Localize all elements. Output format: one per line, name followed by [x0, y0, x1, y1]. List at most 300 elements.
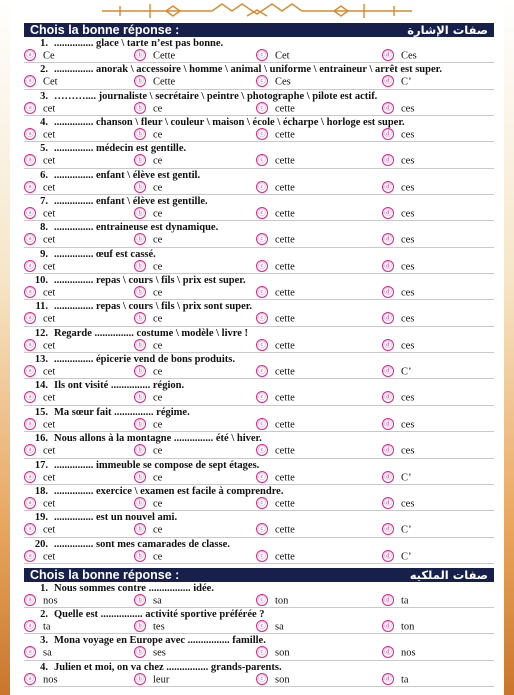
question-list — [24, 37, 494, 564]
answer-option[interactable] — [256, 313, 295, 325]
answer-option[interactable] — [134, 498, 162, 510]
answer-option[interactable] — [256, 551, 295, 563]
option-label: cet — [43, 392, 56, 404]
answer-option[interactable] — [256, 366, 295, 378]
option-letter-icon: ⓐ — [24, 497, 36, 509]
option-letter-icon: ⓐ — [24, 154, 36, 166]
option-letter-icon: ⓒ — [256, 646, 268, 658]
answer-options — [24, 419, 494, 431]
option-letter-icon: ⓐ — [24, 339, 36, 351]
answer-option[interactable] — [24, 647, 52, 659]
question-number: 7. — [40, 196, 48, 208]
answer-option[interactable] — [134, 551, 162, 563]
option-label: ce — [153, 498, 163, 510]
question-text: ............... immeuble se compose de sept étages. — [54, 459, 260, 471]
option-letter-icon: ⓓ — [382, 391, 394, 403]
question-item — [24, 142, 494, 168]
answer-option[interactable] — [256, 524, 295, 536]
answer-options — [24, 103, 494, 115]
option-label: cet — [43, 471, 56, 483]
option-label: cette — [275, 340, 295, 352]
option-label: cette — [275, 471, 295, 483]
answer-option[interactable] — [134, 287, 162, 299]
option-letter-icon: ⓐ — [24, 594, 36, 606]
option-label: cet — [43, 155, 56, 167]
option-label: cet — [43, 234, 56, 246]
answer-option[interactable] — [134, 261, 162, 273]
option-letter-icon: ⓒ — [256, 523, 268, 535]
option-letter-icon: ⓓ — [382, 260, 394, 272]
option-letter-icon: ⓑ — [134, 207, 146, 219]
option-letter-icon: ⓒ — [256, 260, 268, 272]
question-number: 19. — [34, 512, 48, 524]
question-text: Nous allons à la montagne ............... été \ hiver. — [54, 433, 262, 445]
question-text: Mona voyage en Europe avec ................ famille. — [54, 635, 266, 647]
question-text: ............... enfant \ élève est gentil. — [54, 169, 201, 181]
option-label: ce — [153, 550, 163, 562]
option-label: sa — [275, 621, 284, 633]
answer-option[interactable] — [256, 103, 295, 115]
option-label: cette — [275, 155, 295, 167]
option-letter-icon: ⓐ — [24, 128, 36, 140]
option-letter-icon: ⓒ — [256, 673, 268, 685]
option-label: ces — [401, 129, 415, 141]
answer-option[interactable] — [24, 50, 55, 62]
answer-option[interactable] — [24, 472, 55, 484]
question-line — [24, 582, 494, 595]
question-item — [24, 379, 494, 405]
option-label: cette — [275, 498, 295, 510]
question-text: Ils ont visité ............... région. — [54, 380, 185, 392]
option-letter-icon: ⓐ — [24, 181, 36, 193]
option-letter-icon: ⓓ — [382, 444, 394, 456]
answer-options — [24, 647, 494, 659]
answer-option[interactable] — [256, 129, 295, 141]
option-label: ta — [401, 673, 409, 685]
question-number: 18. — [34, 485, 48, 497]
option-letter-icon: ⓐ — [24, 646, 36, 658]
answer-option[interactable] — [134, 182, 162, 194]
option-label: ta — [43, 621, 51, 633]
answer-option[interactable] — [256, 50, 290, 62]
answer-option[interactable] — [134, 674, 169, 686]
option-letter-icon: ⓒ — [256, 594, 268, 606]
answer-option[interactable] — [382, 419, 414, 431]
answer-option[interactable] — [134, 313, 162, 325]
option-letter-icon: ⓓ — [382, 181, 394, 193]
answer-option[interactable] — [134, 472, 162, 484]
option-label: cette — [275, 182, 295, 194]
answer-option[interactable] — [24, 76, 58, 88]
option-label: tes — [153, 621, 165, 633]
answer-option[interactable] — [134, 155, 162, 167]
question-text: Ma sœur fait ............... régime. — [54, 406, 190, 418]
answer-option[interactable] — [24, 524, 55, 536]
option-letter-icon: ⓑ — [134, 550, 146, 562]
answer-option[interactable] — [256, 445, 295, 457]
section-title: Chois la bonne réponse : — [30, 568, 180, 582]
answer-option[interactable] — [134, 76, 175, 88]
option-label: cet — [43, 103, 56, 115]
answer-option[interactable] — [382, 313, 414, 325]
answer-option[interactable] — [382, 50, 417, 62]
question-text: Regarde ............... costume \ modèle \ livre ! — [54, 327, 249, 339]
option-letter-icon: ⓒ — [256, 312, 268, 324]
option-label: cette — [275, 445, 295, 457]
question-number: 1. — [40, 38, 48, 49]
answer-option[interactable] — [134, 647, 166, 659]
option-letter-icon: ⓐ — [24, 49, 36, 61]
answer-option[interactable] — [256, 621, 284, 633]
option-letter-icon: ⓓ — [382, 418, 394, 430]
answer-options — [24, 50, 494, 62]
option-letter-icon: ⓑ — [134, 181, 146, 193]
option-letter-icon: ⓒ — [256, 471, 268, 483]
answer-option[interactable] — [24, 498, 55, 510]
question-number: 14. — [34, 380, 48, 392]
answer-option[interactable] — [134, 366, 162, 378]
option-label: cet — [43, 261, 56, 273]
answer-option[interactable] — [24, 287, 55, 299]
answer-option[interactable] — [24, 551, 55, 563]
question-item — [24, 300, 494, 326]
option-letter-icon: ⓑ — [134, 594, 146, 606]
answer-option[interactable] — [256, 155, 295, 167]
answer-option[interactable] — [382, 392, 414, 404]
answer-option[interactable] — [134, 392, 162, 404]
option-label: cette — [275, 392, 295, 404]
question-line — [24, 248, 494, 261]
question-text: ............... sont mes camarades de classe. — [54, 538, 230, 550]
answer-option[interactable] — [382, 647, 416, 659]
question-text: ............... enfant \ élève est gentille. — [54, 196, 208, 208]
answer-option[interactable] — [134, 234, 162, 246]
option-label: ce — [153, 471, 163, 483]
option-label: cette — [275, 103, 295, 115]
option-label: ce — [153, 392, 163, 404]
question-text: ............... exercice \ examen est facile à comprendre. — [54, 485, 284, 497]
answer-option[interactable] — [24, 182, 55, 194]
option-letter-icon: ⓒ — [256, 550, 268, 562]
answer-options — [24, 472, 494, 484]
answer-option[interactable] — [382, 287, 414, 299]
answer-option[interactable] — [256, 595, 288, 607]
option-letter-icon: ⓒ — [256, 418, 268, 430]
option-label: nos — [43, 595, 58, 607]
question-item — [24, 90, 494, 116]
answer-option[interactable] — [24, 129, 55, 141]
question-item — [24, 327, 494, 353]
answer-option[interactable] — [382, 674, 409, 686]
answer-options — [24, 287, 494, 299]
option-letter-icon: ⓐ — [24, 207, 36, 219]
option-letter-icon: ⓐ — [24, 102, 36, 114]
question-number: 4. — [40, 117, 48, 129]
option-letter-icon: ⓑ — [134, 128, 146, 140]
answer-option[interactable] — [382, 182, 414, 194]
option-letter-icon: ⓒ — [256, 339, 268, 351]
answer-options — [24, 208, 494, 220]
answer-option[interactable] — [24, 103, 55, 115]
question-line — [24, 538, 494, 551]
answer-option[interactable] — [256, 208, 295, 220]
option-letter-icon: ⓒ — [256, 365, 268, 377]
option-label: ce — [153, 234, 163, 246]
option-letter-icon: ⓓ — [382, 102, 394, 114]
option-letter-icon: ⓓ — [382, 620, 394, 632]
question-number: 3. — [40, 635, 48, 647]
question-text: ……….... journaliste \ secrétaire \ peintre \ photographe \ pilote est actif. — [54, 90, 378, 102]
option-letter-icon: ⓓ — [382, 128, 394, 140]
option-letter-icon: ⓓ — [382, 594, 394, 606]
question-line — [24, 406, 494, 419]
answer-option[interactable] — [134, 419, 162, 431]
answer-option[interactable] — [134, 208, 162, 220]
answer-option[interactable] — [382, 551, 412, 563]
option-label: C’ — [401, 524, 412, 536]
answer-option[interactable] — [256, 498, 295, 510]
answer-option[interactable] — [134, 103, 162, 115]
section-title-arabic: صفات الملكيه — [409, 568, 488, 582]
answer-option[interactable] — [382, 524, 412, 536]
answer-option[interactable] — [134, 524, 162, 536]
option-label: cet — [43, 208, 56, 220]
question-item — [24, 274, 494, 300]
option-letter-icon: ⓑ — [134, 49, 146, 61]
option-letter-icon: ⓒ — [256, 286, 268, 298]
answer-option[interactable] — [134, 445, 162, 457]
option-label: ces — [401, 313, 415, 325]
question-item — [24, 634, 494, 660]
option-letter-icon: ⓒ — [256, 620, 268, 632]
option-label: Cette — [153, 50, 176, 62]
option-label: nos — [401, 647, 416, 659]
answer-option[interactable] — [134, 50, 175, 62]
answer-option[interactable] — [24, 155, 55, 167]
option-label: cette — [275, 261, 295, 273]
option-label: ton — [275, 595, 289, 607]
option-letter-icon: ⓐ — [24, 365, 36, 377]
option-letter-icon: ⓐ — [24, 75, 36, 87]
answer-option[interactable] — [24, 674, 58, 686]
section-title-arabic: صفات الإشارة — [407, 23, 488, 37]
answer-option[interactable] — [24, 261, 55, 273]
option-letter-icon: ⓒ — [256, 233, 268, 245]
option-letter-icon: ⓐ — [24, 391, 36, 403]
right-decorative-border — [504, 0, 514, 695]
option-label: cet — [43, 366, 56, 378]
question-number: 9. — [40, 248, 48, 260]
option-letter-icon: ⓓ — [382, 550, 394, 562]
answer-option[interactable] — [24, 595, 58, 607]
answer-option[interactable] — [24, 445, 55, 457]
option-letter-icon: ⓓ — [382, 339, 394, 351]
option-label: cette — [275, 419, 295, 431]
option-letter-icon: ⓐ — [24, 471, 36, 483]
answer-option[interactable] — [256, 234, 295, 246]
option-label: ce — [153, 155, 163, 167]
option-label: ce — [153, 182, 163, 194]
option-label: ces — [401, 182, 415, 194]
option-letter-icon: ⓓ — [382, 471, 394, 483]
question-number: 17. — [34, 459, 48, 471]
option-label: son — [275, 673, 290, 685]
option-label: ce — [153, 366, 163, 378]
option-letter-icon: ⓑ — [134, 523, 146, 535]
option-label: C’ — [401, 550, 412, 562]
answer-option[interactable] — [382, 208, 414, 220]
answer-options — [24, 366, 494, 378]
question-line — [24, 169, 494, 182]
answer-option[interactable] — [24, 621, 51, 633]
answer-option[interactable] — [382, 76, 412, 88]
option-letter-icon: ⓑ — [134, 339, 146, 351]
option-letter-icon: ⓐ — [24, 418, 36, 430]
section-possessives — [24, 568, 494, 687]
answer-option[interactable] — [134, 621, 165, 633]
answer-option[interactable] — [382, 129, 414, 141]
option-letter-icon: ⓓ — [382, 646, 394, 658]
top-ornament — [0, 0, 514, 22]
answer-option[interactable] — [256, 647, 290, 659]
answer-option[interactable] — [24, 234, 55, 246]
answer-option[interactable] — [382, 621, 414, 633]
answer-option[interactable] — [382, 498, 414, 510]
option-letter-icon: ⓑ — [134, 444, 146, 456]
answer-options — [24, 129, 494, 141]
option-letter-icon: ⓑ — [134, 418, 146, 430]
option-label: leur — [153, 673, 170, 685]
answer-option[interactable] — [256, 472, 295, 484]
answer-option[interactable] — [382, 595, 409, 607]
question-number: 2. — [40, 64, 48, 76]
question-number: 6. — [40, 169, 48, 181]
answer-option[interactable] — [382, 155, 414, 167]
option-label: Cette — [153, 76, 176, 88]
option-letter-icon: ⓑ — [134, 620, 146, 632]
option-label: ce — [153, 103, 163, 115]
question-item — [24, 169, 494, 195]
question-item — [24, 37, 494, 63]
option-letter-icon: ⓓ — [382, 75, 394, 87]
question-item — [24, 608, 494, 634]
answer-option[interactable] — [24, 208, 55, 220]
option-label: Cet — [43, 76, 58, 88]
option-label: ce — [153, 524, 163, 536]
question-text: ............... est un nouvel ami. — [54, 512, 178, 524]
question-item — [24, 248, 494, 274]
option-label: cette — [275, 208, 295, 220]
answer-options — [24, 392, 494, 404]
option-label: sa — [43, 647, 52, 659]
option-letter-icon: ⓑ — [134, 365, 146, 377]
answer-option[interactable] — [382, 261, 414, 273]
question-number: 2. — [40, 609, 48, 621]
question-text: ............... médecin est gentille. — [54, 143, 187, 155]
question-text: ............... glace \ tarte n’est pas bonne. — [54, 38, 224, 49]
option-letter-icon: ⓐ — [24, 673, 36, 685]
question-item — [24, 432, 494, 458]
option-letter-icon: ⓑ — [134, 497, 146, 509]
answer-option[interactable] — [382, 234, 414, 246]
answer-options — [24, 313, 494, 325]
answer-option[interactable] — [134, 129, 162, 141]
answer-option[interactable] — [382, 340, 414, 352]
option-label: ta — [401, 595, 409, 607]
question-number: 3. — [40, 90, 48, 102]
option-label: ce — [153, 261, 163, 273]
option-label: C’ — [401, 366, 412, 378]
answer-options — [24, 595, 494, 607]
question-item — [24, 459, 494, 485]
answer-option[interactable] — [382, 366, 412, 378]
option-label: cette — [275, 313, 295, 325]
answer-option[interactable] — [24, 392, 55, 404]
answer-options — [24, 234, 494, 246]
answer-options — [24, 498, 494, 510]
question-item — [24, 63, 494, 89]
answer-option[interactable] — [256, 76, 291, 88]
left-decorative-border — [0, 0, 10, 695]
answer-option[interactable] — [256, 392, 295, 404]
option-label: nos — [43, 673, 58, 685]
answer-option[interactable] — [134, 340, 162, 352]
answer-option[interactable] — [256, 674, 290, 686]
question-item — [24, 406, 494, 432]
question-line — [24, 274, 494, 287]
option-label: C’ — [401, 471, 412, 483]
question-number: 4. — [40, 661, 48, 673]
answer-option[interactable] — [256, 287, 295, 299]
answer-option[interactable] — [256, 182, 295, 194]
section-demonstratives — [24, 23, 494, 564]
answer-option[interactable] — [134, 595, 162, 607]
option-label: ces — [401, 287, 415, 299]
answer-option[interactable] — [24, 313, 55, 325]
option-letter-icon: ⓒ — [256, 102, 268, 114]
answer-option[interactable] — [24, 340, 55, 352]
question-line — [24, 459, 494, 472]
option-label: ces — [401, 340, 415, 352]
question-item — [24, 511, 494, 537]
option-letter-icon: ⓑ — [134, 471, 146, 483]
answer-option[interactable] — [24, 366, 55, 378]
option-label: Ce — [43, 50, 55, 62]
answer-option[interactable] — [256, 419, 295, 431]
option-letter-icon: ⓒ — [256, 391, 268, 403]
option-label: cet — [43, 419, 56, 431]
option-letter-icon: ⓑ — [134, 233, 146, 245]
answer-option[interactable] — [382, 472, 412, 484]
answer-option[interactable] — [256, 340, 295, 352]
answer-option[interactable] — [382, 103, 414, 115]
answer-option[interactable] — [256, 261, 295, 273]
question-item — [24, 116, 494, 142]
option-label: son — [275, 647, 290, 659]
option-label: cet — [43, 445, 56, 457]
question-number: 16. — [34, 433, 48, 445]
answer-option[interactable] — [24, 419, 55, 431]
option-label: ce — [153, 340, 163, 352]
question-number: 11. — [35, 301, 48, 313]
option-letter-icon: ⓒ — [256, 128, 268, 140]
answer-option[interactable] — [382, 445, 414, 457]
option-letter-icon: ⓒ — [256, 444, 268, 456]
option-label: Ces — [275, 76, 291, 88]
option-letter-icon: ⓑ — [134, 646, 146, 658]
question-line — [24, 485, 494, 498]
option-letter-icon: ⓐ — [24, 550, 36, 562]
